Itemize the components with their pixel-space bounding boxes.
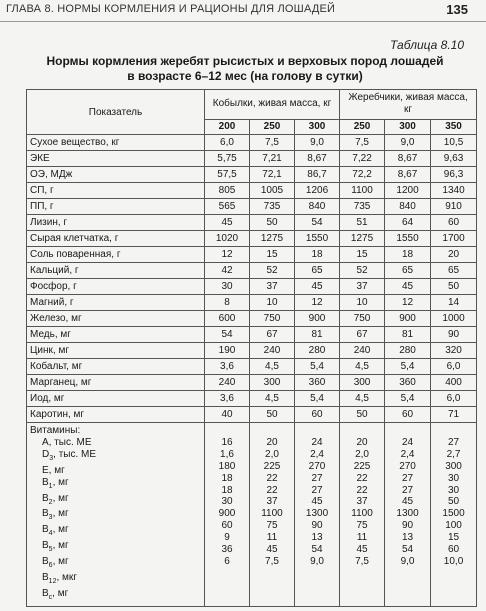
value-cell: 280 [295,343,340,359]
value-cell: 12 [205,247,250,263]
value-cell: 52 [250,263,295,279]
vitamin-value: 1100 [351,508,373,520]
value-cell: 3,6 [205,391,250,407]
vitamin-value: 13 [401,532,414,544]
table-row [27,391,477,407]
vitamin-value: 30 [221,496,233,508]
vitamin-value: 2,0 [355,448,369,460]
value-cell: 8 [205,295,250,311]
table-row [27,199,477,215]
value-cell: 5,4 [385,359,431,375]
table-title [30,54,460,84]
value-cell: 900 [385,311,431,327]
row-label: ЭКЕ [27,151,205,167]
vitamin-subscript: 1 [48,482,53,490]
vitamin-unit: , мг [52,524,69,536]
value-cell: 60 [385,407,431,423]
table-row [27,295,477,311]
vitamin-value: 6 [224,555,230,567]
row-label: Кобальт, мг [27,359,205,375]
value-cell: 60 [295,407,340,423]
value-cell: 240 [340,343,385,359]
vitamin-values-column [295,423,340,607]
vitamin-value: 27 [311,484,323,496]
value-cell: 1020 [205,231,250,247]
vitamins-labels [27,423,205,607]
vitamin-values-column [385,423,431,607]
vitamin-label [30,449,201,465]
value-cell: 20 [431,247,477,263]
vitamin-value: 1,6 [220,448,234,460]
value-cell: 86,7 [295,167,340,183]
value-cell: 10 [250,295,295,311]
value-cell: 360 [295,375,340,391]
vitamin-label [30,572,201,588]
row-label: Железо, мг [27,311,205,327]
table-row [27,407,477,423]
vitamin-label [30,477,201,493]
vitamin-values-column [431,423,477,607]
value-cell: 5,4 [295,359,340,375]
vitamin-value: 24 [311,436,323,448]
value-cell: 1275 [340,231,385,247]
value-cell: 1005 [250,183,295,199]
vitamin-value: 20 [356,436,368,448]
page-header [0,0,486,22]
value-cell: 8,67 [385,151,431,167]
value-cell: 565 [205,199,250,215]
vitamin-name: A [42,436,49,448]
row-label: Сухое вещество, кг [27,135,205,151]
row-label: Сырая клетчатка, г [27,231,205,247]
weight-header: 200 [205,119,250,134]
title-line-1: Нормы кормления жеребят рысистых и верховых пород лошадей [46,54,444,68]
value-cell: 6,0 [431,391,477,407]
vitamin-value: 54 [401,544,414,556]
vitamin-subscript: 12 [48,578,57,586]
vitamin-unit: , мг [52,540,69,552]
row-label: Кальций, г [27,263,205,279]
vitamin-label [30,508,201,524]
value-cell: 240 [250,343,295,359]
value-cell: 7,5 [250,135,295,151]
value-cell: 65 [431,263,477,279]
value-cell: 51 [340,215,385,231]
vitamin-value: 27 [401,484,414,496]
vitamin-value: 45 [311,496,323,508]
vitamin-subscript: 3 [49,454,54,462]
vitamin-value: 2,4 [400,448,415,460]
vitamin-subscript: 6 [48,562,53,570]
value-cell: 4,5 [340,359,385,375]
vitamin-name: B [42,524,49,536]
vitamin-name: B [42,572,49,584]
vitamin-value: 60 [447,544,460,556]
vitamin-value: 75 [356,520,368,532]
vitamin-values-column [250,423,295,607]
value-cell: 37 [340,279,385,295]
vitamins-row [27,423,477,607]
vitamin-value: 2,7 [446,448,461,460]
vitamin-name: B [42,556,49,568]
vitamin-name: B [42,540,49,552]
value-cell: 64 [385,215,431,231]
value-cell: 1100 [340,183,385,199]
value-cell: 1550 [295,231,340,247]
value-cell: 6,0 [205,135,250,151]
vitamin-name: B [42,492,49,504]
vitamin-value: 90 [311,520,323,532]
value-cell: 18 [385,247,431,263]
value-cell: 320 [431,343,477,359]
vitamin-value: 100 [445,520,462,532]
value-cell: 10 [340,295,385,311]
value-cell: 4,5 [250,359,295,375]
value-cell: 52 [340,263,385,279]
vitamin-value: 9 [224,532,230,544]
value-cell: 900 [295,311,340,327]
value-cell: 9,0 [385,135,431,151]
value-cell: 7,5 [340,135,385,151]
vitamin-value: 1100 [261,508,283,520]
value-cell: 65 [385,263,431,279]
vitamin-value: 54 [311,544,323,556]
vitamin-value: 9,0 [400,555,415,567]
vitamin-unit: , мг [52,556,69,568]
table-row [27,375,477,391]
value-cell: 735 [340,199,385,215]
vitamin-value: 30 [447,472,460,484]
table-row [27,359,477,375]
vitamin-value: 30 [447,484,460,496]
value-cell: 54 [295,215,340,231]
row-label: Магний, г [27,295,205,311]
row-label: ОЭ, МДж [27,167,205,183]
vitamin-value: 10,0 [443,555,464,567]
vitamin-value: 36 [221,544,233,556]
vitamin-value: 45 [356,544,368,556]
colts-group-header: Жеребчики, живая масса, кг [340,90,477,120]
table-row [27,263,477,279]
value-cell: 8,67 [295,151,340,167]
value-cell: 750 [340,311,385,327]
value-cell: 300 [250,375,295,391]
value-cell: 9,63 [431,151,477,167]
value-cell: 50 [431,279,477,295]
table-row [27,135,477,151]
vitamin-subscript: 3 [48,514,53,522]
vitamin-value: 24 [401,436,414,448]
vitamin-value: 50 [447,496,460,508]
vitamin-value: 300 [445,460,462,472]
vitamin-values-column [205,423,250,607]
vitamin-value: 2,4 [310,448,324,460]
row-label: Цинк, мг [27,343,205,359]
vitamin-value: 225 [263,460,281,472]
table-row [27,231,477,247]
value-cell: 67 [250,327,295,343]
value-cell: 840 [385,199,431,215]
row-label: ПП, г [27,199,205,215]
vitamin-value: 45 [401,496,414,508]
vitamin-value: 75 [266,520,278,532]
vitamin-name: E [42,464,49,476]
value-cell: 1275 [250,231,295,247]
table-row [27,247,477,263]
value-cell: 45 [205,215,250,231]
row-label: Медь, мг [27,327,205,343]
value-cell: 40 [205,407,250,423]
weight-header: 350 [431,119,477,134]
value-cell: 12 [295,295,340,311]
vitamin-name: D [42,448,50,460]
value-cell: 280 [385,343,431,359]
vitamin-value: 13 [311,532,323,544]
value-cell: 300 [340,375,385,391]
vitamin-name: B [42,508,49,520]
vitamin-value: 2,0 [265,448,279,460]
value-cell: 6,0 [431,359,477,375]
value-cell: 5,75 [205,151,250,167]
value-cell: 50 [250,215,295,231]
value-cell: 1206 [295,183,340,199]
value-cell: 96,3 [431,167,477,183]
value-cell: 57,5 [205,167,250,183]
value-cell: 50 [340,407,385,423]
value-cell: 72,1 [250,167,295,183]
value-cell: 600 [205,311,250,327]
value-cell: 1550 [385,231,431,247]
weight-header: 250 [250,119,295,134]
value-cell: 4,5 [250,391,295,407]
row-label: СП, г [27,183,205,199]
vitamin-value: 60 [221,520,233,532]
row-label: Соль поваренная, г [27,247,205,263]
vitamin-unit: , тыс. МЕ [48,436,92,448]
vitamin-value: 18 [221,472,233,484]
vitamin-value: 11 [266,532,278,544]
value-cell: 15 [250,247,295,263]
value-cell: 71 [431,407,477,423]
indicator-header: Показатель [27,90,205,135]
vitamin-subscript: 5 [48,546,53,554]
table-row [27,183,477,199]
vitamin-value: 270 [308,460,326,472]
vitamin-value: 45 [266,544,278,556]
row-label: Марганец, мг [27,375,205,391]
vitamin-label [30,556,201,572]
vitamin-value: 9,0 [310,555,324,567]
value-cell: 54 [205,327,250,343]
vitamin-unit: , тыс. МЕ [53,448,97,460]
vitamin-label [30,493,201,509]
vitamin-label [30,540,201,556]
vitamin-subscript: c [48,593,53,601]
vitamin-value: 22 [266,484,278,496]
vitamin-unit: , мг [48,464,65,476]
vitamin-value: 1300 [396,508,419,520]
value-cell: 14 [431,295,477,311]
vitamin-value: 7,5 [265,555,279,567]
vitamin-value: 27 [311,472,323,484]
table-label: Таблица 8.10 [389,38,464,52]
fillies-group-header: Кобылки, живая масса, кг [205,90,340,120]
vitamin-value: 22 [266,472,278,484]
vitamin-value: 1300 [305,508,329,520]
vitamin-value: 22 [356,472,368,484]
value-cell: 1200 [385,183,431,199]
vitamin-value: 90 [401,520,414,532]
vitamin-subscript: 4 [48,530,53,538]
value-cell: 1700 [431,231,477,247]
row-label: Фосфор, г [27,279,205,295]
vitamin-value: 16 [221,436,233,448]
weight-header: 250 [340,119,385,134]
value-cell: 8,67 [385,167,431,183]
vitamin-label [30,437,201,449]
value-cell: 360 [385,375,431,391]
vitamin-unit: , мг [52,476,69,488]
value-cell: 190 [205,343,250,359]
vitamin-value: 27 [447,436,460,448]
value-cell: 400 [431,375,477,391]
vitamin-label [30,524,201,540]
value-cell: 72,2 [340,167,385,183]
vitamin-value: 15 [447,532,460,544]
value-cell: 30 [205,279,250,295]
value-cell: 7,21 [250,151,295,167]
vitamin-name: B [42,476,49,488]
vitamin-label [30,588,201,604]
table-row [27,343,477,359]
vitamin-unit: , мкг [56,572,77,584]
value-cell: 750 [250,311,295,327]
vitamin-unit: , мг [52,492,69,504]
vitamin-value: 900 [218,508,236,520]
value-cell: 1340 [431,183,477,199]
value-cell: 840 [295,199,340,215]
vitamin-value: 27 [401,472,414,484]
value-cell: 10,5 [431,135,477,151]
value-cell: 37 [250,279,295,295]
vitamin-value: 180 [218,460,236,472]
vitamin-label [30,465,201,477]
vitamin-value: 7,5 [355,555,369,567]
value-cell: 18 [295,247,340,263]
chapter-title: ГЛАВА 8. НОРМЫ КОРМЛЕНИЯ И РАЦИОНЫ ДЛЯ ЛОШАДЕЙ [6,3,336,15]
value-cell: 81 [385,327,431,343]
vitamin-values-column [340,423,385,607]
value-cell: 240 [205,375,250,391]
vitamin-value: 22 [356,484,368,496]
value-cell: 15 [340,247,385,263]
row-label: Каротин, мг [27,407,205,423]
value-cell: 90 [431,327,477,343]
value-cell: 67 [340,327,385,343]
header-rule [0,21,486,22]
vitamin-value: 270 [399,460,416,472]
value-cell: 3,6 [205,359,250,375]
vitamin-value: 37 [356,496,368,508]
feeding-norms-table [26,89,477,607]
value-cell: 735 [250,199,295,215]
weight-header: 300 [385,119,431,134]
value-cell: 12 [385,295,431,311]
value-cell: 45 [385,279,431,295]
value-cell: 910 [431,199,477,215]
vitamin-value: 37 [266,496,278,508]
table-row [27,311,477,327]
vitamin-subscript: 2 [48,498,53,506]
vitamins-heading: Витамины: [30,425,81,436]
vitamin-value: 18 [221,484,233,496]
value-cell: 5,4 [295,391,340,407]
value-cell: 5,4 [385,391,431,407]
table-row [27,167,477,183]
vitamin-name: B [42,587,49,599]
table-row [27,279,477,295]
value-cell: 7,22 [340,151,385,167]
value-cell: 42 [205,263,250,279]
row-label: Иод, мг [27,391,205,407]
value-cell: 4,5 [340,391,385,407]
vitamin-value: 11 [356,532,368,544]
value-cell: 65 [295,263,340,279]
row-label: Лизин, г [27,215,205,231]
vitamin-unit: , мг [52,508,69,520]
table-row [27,151,477,167]
value-cell: 9,0 [295,135,340,151]
vitamin-value: 1500 [442,508,465,520]
value-cell: 60 [431,215,477,231]
table-row [27,215,477,231]
vitamin-value: 20 [266,436,278,448]
title-line-2: в возрасте 6–12 мес (на голову в сутки) [127,69,363,83]
value-cell: 45 [295,279,340,295]
weight-header: 300 [295,119,340,134]
value-cell: 50 [250,407,295,423]
value-cell: 81 [295,327,340,343]
page-number: 135 [446,2,468,17]
vitamin-unit: , мг [52,587,69,599]
vitamin-value: 225 [353,460,371,472]
table-row [27,327,477,343]
value-cell: 805 [205,183,250,199]
value-cell: 1000 [431,311,477,327]
